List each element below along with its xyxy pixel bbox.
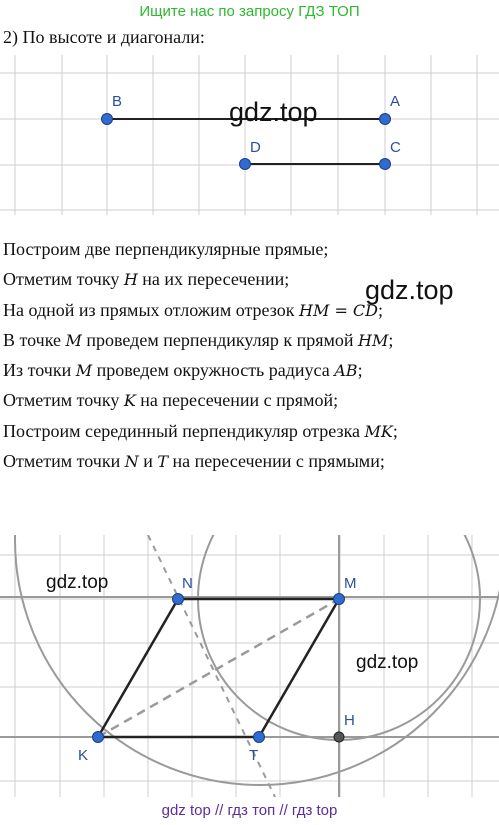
label-b: B <box>112 93 123 110</box>
step-3: На одной из прямых отложим отрезок HM = CD; <box>3 299 384 320</box>
construction-figure <box>0 535 499 797</box>
label-t: T <box>249 747 259 764</box>
point-c <box>380 159 391 170</box>
segments-figure <box>0 55 499 220</box>
point-n <box>173 594 184 605</box>
construction-steps <box>3 234 497 476</box>
diagonal-km <box>98 599 339 737</box>
figure1-grid <box>0 55 499 215</box>
point-b <box>102 114 113 125</box>
label-k: K <box>78 747 89 764</box>
watermark-figure2-right: gdz.top <box>356 652 419 673</box>
step-4: В точке M проведем перпендикуляр к прямой HM; <box>3 329 394 350</box>
label-d: D <box>250 139 261 156</box>
point-m <box>334 594 345 605</box>
step-2: Отметим точку H на их пересечении; <box>3 269 290 290</box>
point-d <box>240 159 251 170</box>
watermark-figure2-left: gdz.top <box>46 572 109 593</box>
label-m: M <box>344 575 357 592</box>
label-n: N <box>182 575 193 592</box>
watermark-text: gdz.top <box>365 275 454 305</box>
footer-links: gdz top // гдз топ // гдз top <box>161 802 338 819</box>
watermark-figure1: gdz.top <box>229 97 318 127</box>
point-t <box>254 732 265 743</box>
step-7: Построим серединный перпендикуляр отрезка MK; <box>3 420 398 441</box>
point-h <box>334 732 344 742</box>
step-6: Отметим точку K на пересечении с прямой; <box>3 390 339 411</box>
step-8: Отметим точки N и T на пересечении с прямыми; <box>3 451 385 472</box>
label-a: A <box>390 93 401 110</box>
point-a <box>380 114 391 125</box>
label-c: C <box>390 139 401 156</box>
search-banner: Ищите нас по запросу ГДЗ ТОП <box>139 3 360 20</box>
step-1: Построим две перпендикулярные прямые; <box>3 239 329 259</box>
task-heading: 2) По высоте и диагонали: <box>3 27 205 47</box>
label-h: H <box>344 712 355 729</box>
point-k <box>93 732 104 743</box>
step-5: Из точки M проведем окружность радиуса AB; <box>3 360 363 381</box>
